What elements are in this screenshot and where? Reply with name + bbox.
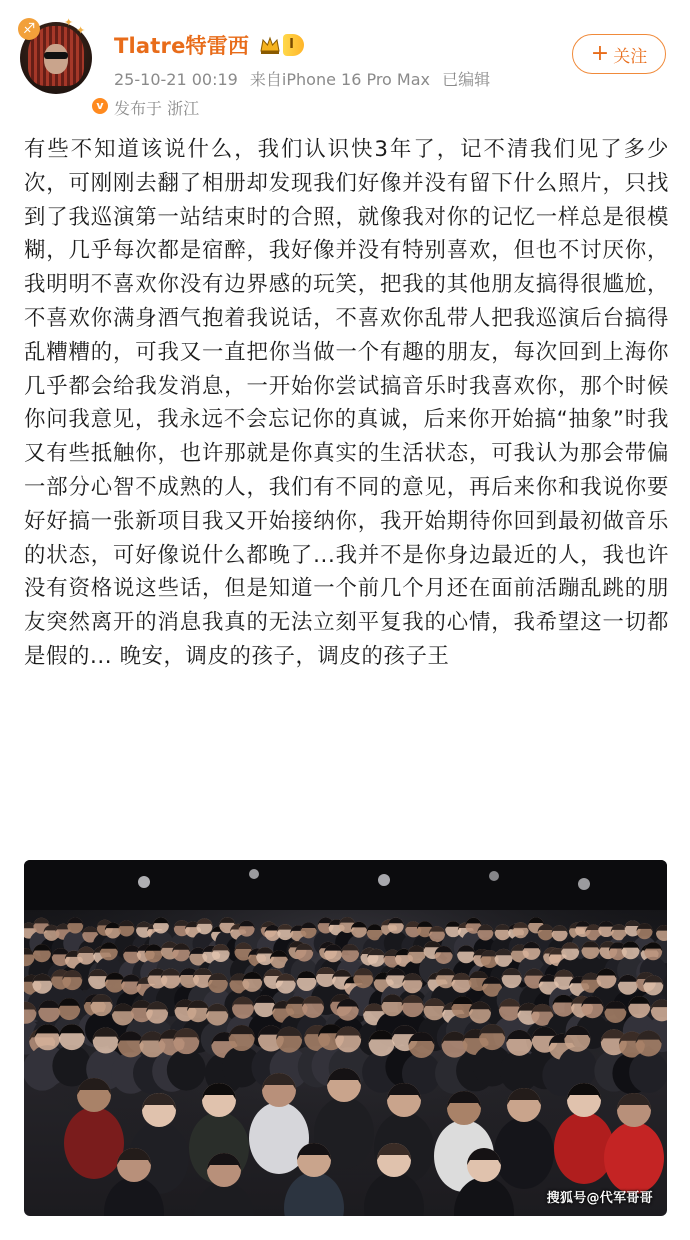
post-text: 有些不知道该说什么，我们认识快3年了，记不清我们见了多少次，可刚刚去翻了相册却发现我们好像并没有留下什么照片，只找到了我巡演第一站结束时的合照，就像我对你的记忆一样总是很模糊，几乎每次都是宿醉，我好像并没有特别喜欢，但也不讨厌你，我明明不喜欢你没有边界感的玩笑，把我的其他朋友搞得很尴尬，不喜欢你满身酒气抱着我说话，不喜欢你乱带人把我巡演后台搞得乱糟糟的，可我又一直把你当做一个有趣的朋友，每次回到上海你几乎都会给我发消息，一开始你尝试搞音乐时我喜欢你，那个时候你问我意见，我永远不会忘记你的真诚，后来你开始搞“抽象”时我又有些抵触你，也许那就是你真实的生活状态，可我认为那会带偏一部分心智不成熟的人，我们有不同的意见，再后来你和我说你要好好搞一张新项目我又开始接纳你，我开始期待你回到最初做音乐的状态，可好像说什么都晚了...我并不是你身边最近的人，我也许没有资格说这些话，但是知道一个前几个月还在面前活蹦乱跳的朋友突然离开的消息我真的无法立刻平复我的心情，我希望这一切都是假的... 晚安，调皮的孩子，调皮的孩子王 <box>24 137 669 669</box>
post-header <box>0 0 690 130</box>
follow-button[interactable] <box>572 34 666 74</box>
watermark: 搜狐号@代军哥哥 <box>546 1191 653 1206</box>
avatar[interactable] <box>20 16 104 112</box>
post-location: 发布于 浙江 <box>114 99 200 118</box>
follow-label: 关注 <box>613 46 648 67</box>
zodiac-icon: ♐ <box>18 18 40 40</box>
sparkle-icon: ✦ <box>76 24 86 37</box>
username[interactable]: Tlatre特雷西 <box>114 34 250 58</box>
crown-icon <box>259 34 281 56</box>
plus-icon: + <box>590 41 610 66</box>
edited-label[interactable]: 已编辑 <box>442 70 491 89</box>
verified-icon: v <box>90 96 110 116</box>
level-badge: I <box>283 34 304 56</box>
timestamp: 25-10-21 00:19 <box>114 70 238 89</box>
crowd-photo <box>24 860 667 1216</box>
sparkle-icon: ✦ <box>64 16 74 29</box>
post-meta <box>114 67 497 90</box>
post-photo[interactable] <box>24 860 667 1216</box>
name-row <box>114 30 304 60</box>
post-source: 来自iPhone 16 Pro Max <box>249 70 431 89</box>
